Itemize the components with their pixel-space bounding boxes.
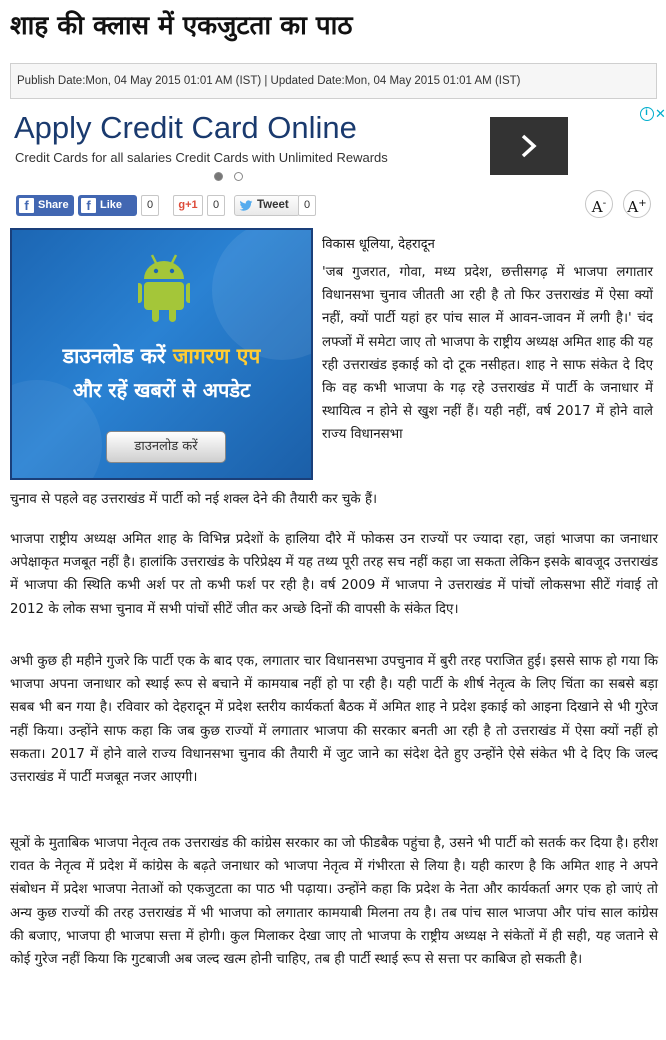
tweet-button[interactable] xyxy=(234,195,300,216)
facebook-share-button[interactable] xyxy=(16,195,74,216)
article-paragraph: अभी कुछ ही महीने गुजरे कि पार्टी एक के बाद एक, लगातार चार विधानसभा उपचुनाव में बुरी तरह पराजित हुई। इससे साफ हो गया कि भाजपा अपना जनाधार को स्थाई रूप से बचाने में कामयाब नहीं हो पा रही है। यही पार्टी के शीर्ष नेतृत्व के लिए चिंता का सबसे बड़ा सबब भी बन गया है। रविवार को देहरादून में प्रदेश स्तरीय कार्यकर्ता बैठक में अमित शाह ने प्रदेश इकाई को आइना दिखाने से भी गुरेज नहीं किया। उन्होंने साफ कहा कि जब कुछ राज्यों में लगातार भाजपा की सरकार बनती आ रही है तो उत्तराखंड में ऐसा क्यों नहीं हो सकता। 2017 में होने वाले राज्य विधानसभा चुनाव की तैयारी में जुट जाने का संदेश देते हुए उन्होंने ऐसे संकेत भी दे दिए कि जल्द उत्तराखंड में पार्टी मजबूत नजर आएगी। xyxy=(10,654,658,786)
ad-subtext: Credit Cards for all salaries Credit Cards with Unlimited Rewards xyxy=(15,150,388,165)
font-decrease-button[interactable]: A- xyxy=(585,190,613,218)
twitter-bird-icon xyxy=(239,200,253,212)
chevron-right-icon xyxy=(520,133,538,159)
promo-highlight: जागरण एप xyxy=(172,344,261,368)
download-app-button[interactable]: डाउनलोड करें xyxy=(106,431,226,463)
facebook-icon: f xyxy=(19,198,34,213)
ad-open-button[interactable] xyxy=(490,117,568,175)
article-title: शाह की क्लास में एकजुटता का पाठ xyxy=(10,11,353,41)
facebook-like-button[interactable] xyxy=(78,195,137,216)
ad-headline[interactable]: Apply Credit Card Online xyxy=(14,110,357,145)
google-plus-button[interactable]: g+1 xyxy=(173,195,203,216)
article-paragraph: सूत्रों के मुताबिक भाजपा नेतृत्व तक उत्तराखंड की कांग्रेस सरकार का जो फीडबैक पहुंचा है, उसने भी पार्टी को सतर्क कर दिया है। हरीश रावत के नेतृत्व में प्रदेश में कांग्रेस के बढ़ते जनाधार को भाजपा नेतृत्व में गंभीरता से लिया है। यही कारण है कि अमित शाह ने अपने संबोधन में प्रदेश भाजपा नेताओं को एकजुटता का पाठ भी पढ़ाया। उन्होंने कहा कि प्रदेश के नेता और कार्यकर्ता अगर एक हो जाएं तो अन्य कुछ राज्यों की तरह उत्तराखंड में भी भाजपा को लगातार कामयाबी मिलना तय है। तब पांच साल भाजपा और पांच साल कांग्रेस की बजाए, भाजपा ही भाजपा सत्ता में होगी। कुल मिलाकर देखा जाए तो भाजपा के राष्ट्रीय अध्यक्ष ने संकेतों में ही सही, यह जताने से कोई गुरेज नहीं किया कि गुटबाजी अब जल्द खत्म होनी चाहिए, तब ही पार्टी स्थाई रूप से सत्ता पर काबिज हो सकती है। xyxy=(10,836,658,968)
article-paragraph: 'जब गुजरात, गोवा, मध्य प्रदेश, छत्तीसगढ़ में भाजपा लगातार विधानसभा चुनाव जीतती आ रही है तो फिर उत्तराखंड में ऐसा क्यों नहीं, क्यों पार्टी यहां हर पांच साल में आवन-जावन में लगी है।' चंद लफ्जों में समेटा जाए तो भाजपा के राष्ट्रीय अध्यक्ष अमित शाह की यह रही उत्तराखंड इकाई को दो टूक नसीहत। शाह ने साफ संकेत दे दिए कि वह कभी भाजपा के गढ़ रहे उत्तराखंड में पार्टी के जनाधार में स्थायित्व न होने से खुश नहीं हैं। यही नहीं, वर्ष 2017 में होने वाले राज्य विधानसभा xyxy=(322,265,653,443)
carousel-dot-active[interactable] xyxy=(214,172,223,181)
social-share-bar xyxy=(16,194,656,218)
close-icon[interactable]: ✕ xyxy=(655,106,666,121)
article-paragraph: चुनाव से पहले वह उत्तराखंड में पार्टी को नई शक्ल देने की तैयारी कर चुके हैं। xyxy=(10,492,378,507)
app-download-promo[interactable] xyxy=(10,228,313,480)
tweet-label: Tweet xyxy=(257,199,289,211)
ad-banner[interactable] xyxy=(0,104,666,184)
android-icon xyxy=(138,252,190,324)
facebook-like-label: Like xyxy=(100,199,123,211)
facebook-like-count: 0 xyxy=(141,195,159,216)
google-plus-count: 0 xyxy=(207,195,225,216)
article-dateline: Publish Date:Mon, 04 May 2015 01:01 AM (IST) | Updated Date:Mon, 04 May 2015 01:01 AM (IST) xyxy=(10,63,657,99)
font-increase-button[interactable]: A+ xyxy=(623,190,651,218)
promo-subline: और रहें खबरों से अपडेट xyxy=(72,378,251,402)
article-author: विकास धूलिया, देहरादून xyxy=(322,237,435,252)
facebook-icon: f xyxy=(81,198,96,213)
article-paragraph: भाजपा राष्ट्रीय अध्यक्ष अमित शाह के विभिन्न प्रदेशों के हालिया दौरे में फोकस उन राज्यों पर ज्यादा रहा, जहां भाजपा का जनाधार अपेक्षाकृत मजबूत नहीं है। हालांकि उत्तराखंड के परिप्रेक्ष्य में यह तथ्य पूरी तरह सच नहीं कहा जा सकता लेकिन इसके बावजूद उत्तराखंड में भाजपा की स्थिति कभी अर्श पर तो कभी फर्श पर रही है। वर्ष 2009 में भाजपा ने उत्तराखंड में पांचों लोकसभा सीटें गंवाई तो 2012 के लोक सभा चुनाव में सभी पांचों सीटें जीत कर अच्छे दिनों की वापसी के संकेत दिए। xyxy=(10,532,658,617)
tweet-count: 0 xyxy=(298,195,316,216)
promo-headline: डाउनलोड करें जागरण एप xyxy=(62,344,261,368)
facebook-share-label: Share xyxy=(38,199,69,211)
info-icon[interactable] xyxy=(640,107,654,121)
carousel-dot[interactable] xyxy=(234,172,243,181)
